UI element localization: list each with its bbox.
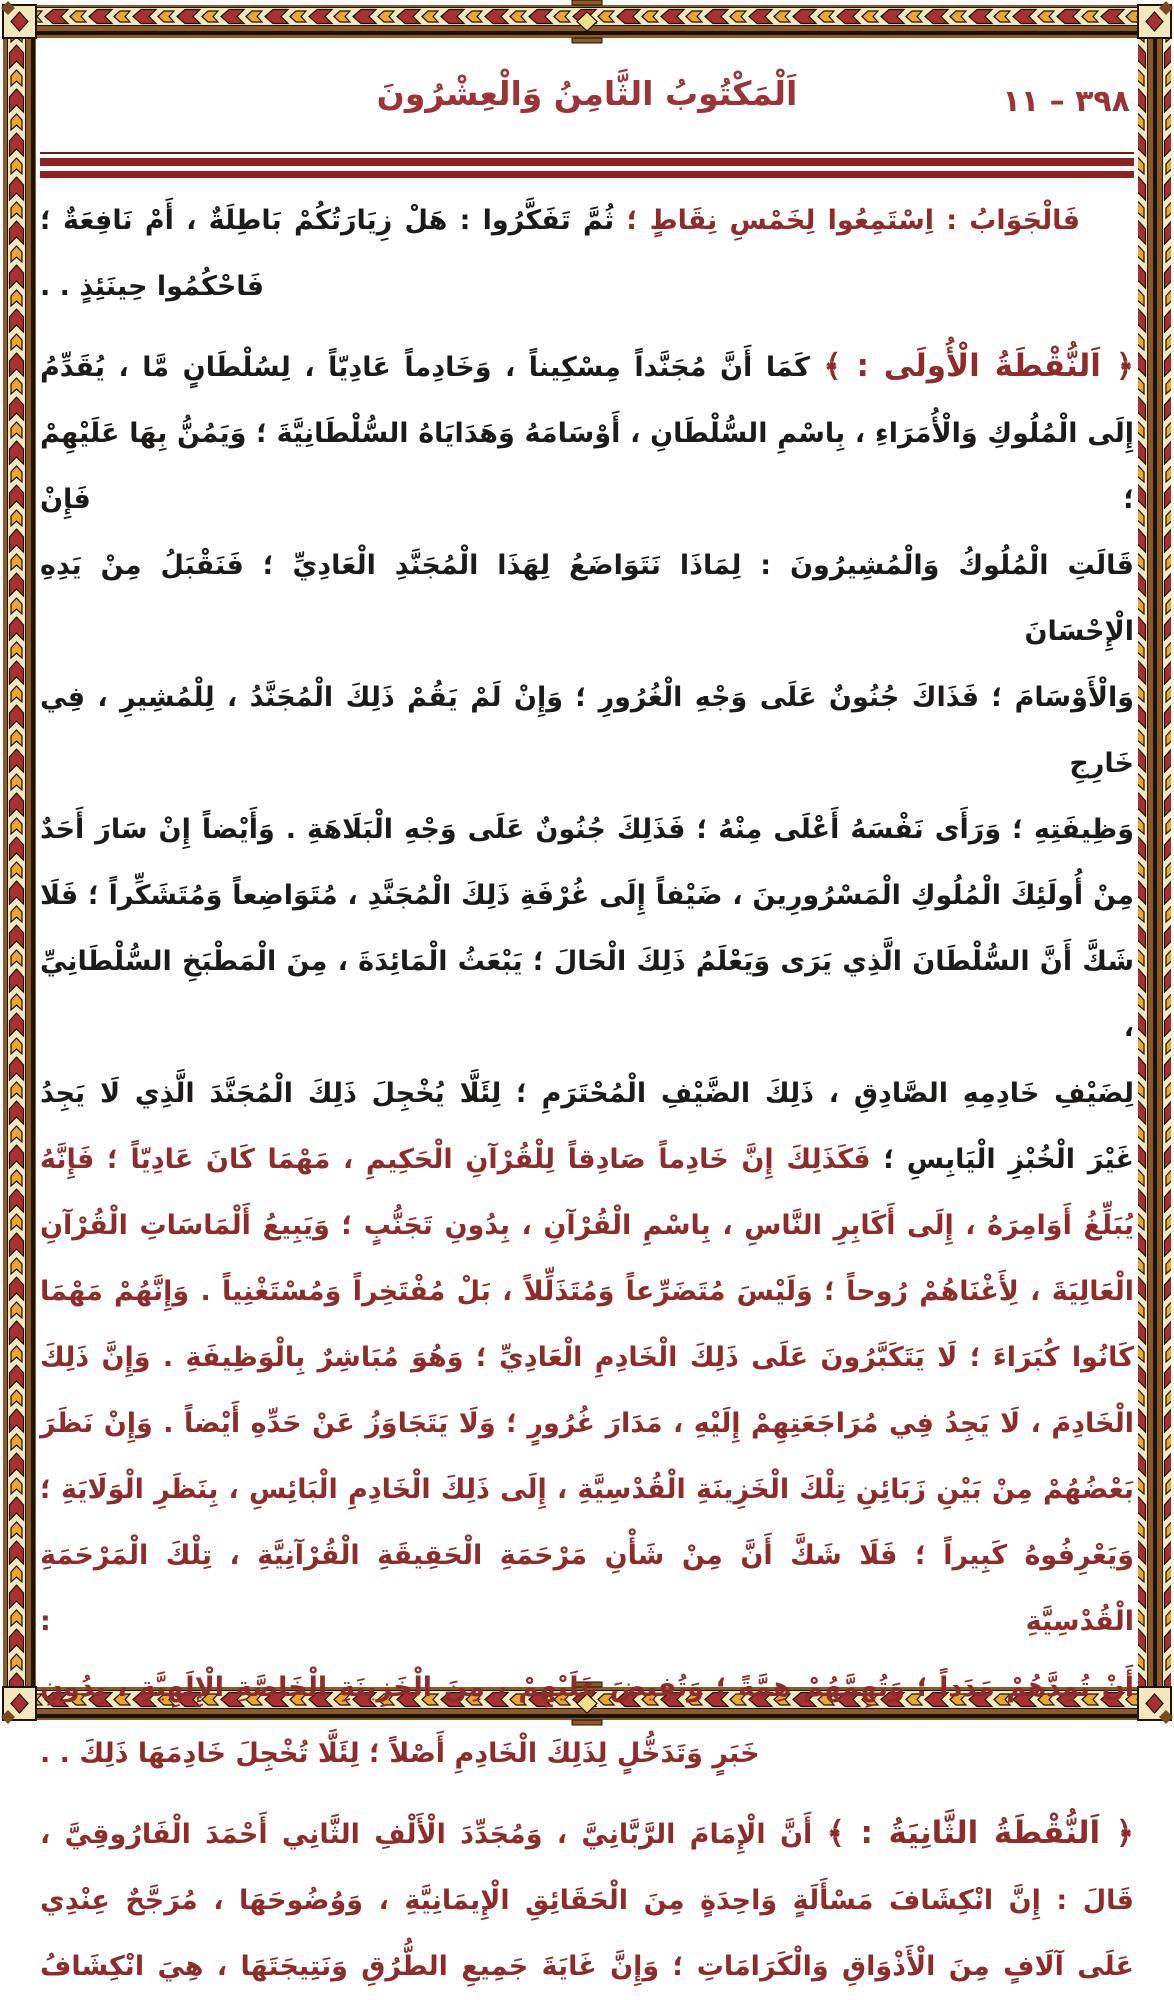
page-title: اَلْمَكْتُوبُ الثَّامِنُ وَالْعِشْرُونَ [376, 74, 798, 113]
body-line: الْخَادِمَ ، لَا يَجِدُ فِي مُرَاجَعَتِهِمْ إِلَيْهِ ، مَدَارَ غُرُورٍ ؛ وَلَا يَتَجَاوَزُ عَنْ حَدِّهِ أَيْضاً . وَإِنْ نَظَرَ [40, 1408, 1134, 1439]
body-line [40, 1800, 1134, 1868]
line-text: ثُمَّ تَفَكَّرُوا : هَلْ زِيَارَتُكُمْ بَاطِلَةٌ ، أَمْ نَافِعَةٌ ؛ [40, 205, 615, 236]
body-line: أَنْ تُمِدَّهُمْ مَدَداً ؛ وَتُهِمَّهُمْ هِمَّةً ؛ وَتُفِيضَ عَلَيْهِمْ ، مِنَ الْخَزِينَةِ الْخَاصَّةِ الْإِلَهِيَّةِ ، بِدُونِ [40, 1672, 1134, 1703]
point-one-heading: ﴿ اَلنُّقْطَةُ الْأُولَى : ﴾ [823, 348, 1135, 384]
line-text: غَيْرَ الْخُبْزِ الْيَابِسِ ؛ [883, 1144, 1134, 1175]
line-text: كَمَا أَنَّ مُجَنَّداً مِسْكِيناً ، وَخَادِماً عَادِيّاً ، لِسُلْطَانٍ مَّا ، يُقَدِّمُ [40, 352, 810, 383]
lead-phrase: فَالْجَوَابُ : اِسْتَمِعُوا لِخَمْسِ نِقَاطٍ ؛ [626, 205, 1080, 236]
page-content [40, 42, 1134, 2000]
body-line: وَالْأَوْسَامَ ؛ فَذَاكَ جُنُونٌ عَلَى وَجْهِ الْغُرُورِ ؛ وَإِنْ لَمْ يَقُمْ ذَلِكَ الْمُجَنَّدُ ، لِلْمُشِيرِ ، فِي خَارِجِ [40, 682, 1134, 779]
body-line: كَانُوا كُبَرَاءَ ؛ لَا يَتَكَبَّرُونَ عَلَى ذَلِكَ الْخَادِمِ الْعَادِيِّ ؛ وَهُوَ مُبَاشِرٌ بِالْوَظِيفَةِ . وَإِنَّ ذَلِكَ [40, 1342, 1134, 1373]
body-line: بَعْضُهُمْ مِنْ بَيْنِ زَبَائِنِ تِلْكَ الْخَزِينَةِ الْقُدْسِيَّةِ ، إِلَى ذَلِكَ الْخَادِمِ الْبَائِسِ ، بِنَظَرِ الْوَلَايَةِ ؛ [40, 1474, 1134, 1505]
body-line: خَبَرٍ وَتَدَخُّلٍ لِذَلِكَ الْخَادِمِ أَصْلاً ؛ لِئَلَّا تُخْجِلَ خَادِمَهَا ذَلِكَ . . [40, 1738, 760, 1769]
body-line [40, 188, 1134, 254]
body-line: مِنْ أُولَئِكَ الْمُلُوكِ الْمَسْرُورِينَ ، ضَيْفاً إِلَى غُرْفَةِ ذَلِكَ الْمُجَنَّدِ ، مُتَوَاضِعاً وَمُتَشَكِّراً ؛ فَلَا [40, 880, 1134, 911]
body-line: الْعَالِيَةَ ، لِأَغْنَاهُمْ رُوحاً ؛ وَلَيْسَ مُتَضَرِّعاً وَمُتَذَلِّلاً ، بَلْ مُفْتَخِراً وَمُسْتَغْنِياً . وَإِنَّهُمْ مَهْمَا [40, 1276, 1134, 1307]
page-number: ٣٩٨ – ١١ [1002, 84, 1130, 119]
body-line: عَلَى آلَافٍ مِنَ الْأَذْوَاقِ وَالْكَرَامَاتِ ؛ وَإِنَّ غَايَةَ جَمِيعِ الطُّرُقِ وَنَتِيجَتَهَا ، هِيَ انْكِشَافُ [40, 1951, 1134, 1982]
page-header [40, 74, 1134, 136]
point-two-heading: ﴿ اَلنُّقْطَةُ الثَّانِيَةُ : ﴾ [826, 1815, 1135, 1851]
body-line: وَظِيفَتِهِ ؛ وَرَأَى نَفْسَهُ أَعْلَى مِنْهُ ؛ فَذَلِكَ جُنُونٌ عَلَى وَجْهِ الْبَلَاهَةِ . وَأَيْضاً إِنْ سَارَ أَحَدٌ [40, 814, 1134, 845]
rule-thick-line [40, 158, 1134, 166]
line-text: فَكَذَلِكَ إِنَّ خَادِماً صَادِقاً لِلْقُرْآنِ الْحَكِيمِ ، مَهْمَا كَانَ عَادِيّاً ؛ فَإِنَّهُ [40, 1144, 871, 1175]
body-line: إِلَى الْمُلُوكِ وَالْأُمَرَاءِ ، بِاسْمِ السُّلْطَانِ ، أَوْسَامَهُ وَهَدَايَاهُ السُّلْطَانِيَّةَ ؛ وَيَمُنُّ بِهَا عَلَيْهِمْ ؛ فَإِنْ [40, 418, 1134, 515]
body-line: قَالَ : إِنَّ انْكِشَافَ مَسْأَلَةٍ وَاحِدَةٍ مِنَ الْحَقَائِقِ الْإِيمَانِيَّةِ ، وَوُضُوحَهَا ، مُرَجَّحٌ عِنْدِي [40, 1885, 1134, 1916]
body-line: وَيَعْرِفُوهُ كَبِيراً ؛ فَلَا شَكَّ أَنَّ مِنْ شَأْنِ مَرْحَمَةِ الْحَقِيقَةِ الْقُرْآنِيَّةِ ، تِلْكَ الْمَرْحَمَةِ الْقُدْسِيَّةِ : [40, 1540, 1134, 1637]
body-line [40, 1127, 1134, 1193]
body-text [40, 188, 1134, 2000]
double-rule [40, 152, 1134, 178]
rule-thick-line [40, 171, 1134, 178]
body-line: لِضَيْفِ خَادِمِهِ الصَّادِقِ ، ذَلِكَ الضَّيْفِ الْمُحْتَرَمِ ؛ لِئَلَّا يُخْجِلَ ذَلِكَ الْمُجَنَّدَ الَّذِي لَا يَجِدُ [40, 1078, 1134, 1109]
body-line [40, 333, 1134, 401]
body-line: يُبَلِّغُ أَوَامِرَهُ ، إِلَى أَكَابِرِ النَّاسِ ، بِاسْمِ الْقُرْآنِ ، بِدُونِ تَجَنُّبٍ ؛ وَيَبِيعُ أَلْمَاسَاتِ الْقُرْآنِ [40, 1210, 1134, 1241]
body-line: قَالَتِ الْمُلُوكُ وَالْمُشِيرُونَ : لِمَاذَا نَتَوَاضَعُ لِهَذَا الْمُجَنَّدِ الْعَادِيِّ ؛ فَنَقْبَلُ مِنْ يَدِهِ الْإِحْسَانَ [40, 550, 1134, 647]
line-text: أَنَّ الْإِمَامَ الرَّبَّانِيَّ ، وَمُجَدِّدَ الْأَلْفِ الثَّانِي أَحْمَدَ الْفَارُوقِيَّ ، [40, 1819, 813, 1850]
rule-thin-line [40, 152, 1134, 154]
body-line: فَاحْكُمُوا حِينَئِذٍ . . [40, 271, 265, 302]
body-line: شَكَّ أَنَّ السُّلْطَانَ الَّذِي يَرَى وَيَعْلَمُ ذَلِكَ الْحَالَ ؛ يَبْعَثُ الْمَائِدَةَ ، مِنَ الْمَطْبَخِ السُّلْطَانِيِّ ، [40, 946, 1134, 1043]
